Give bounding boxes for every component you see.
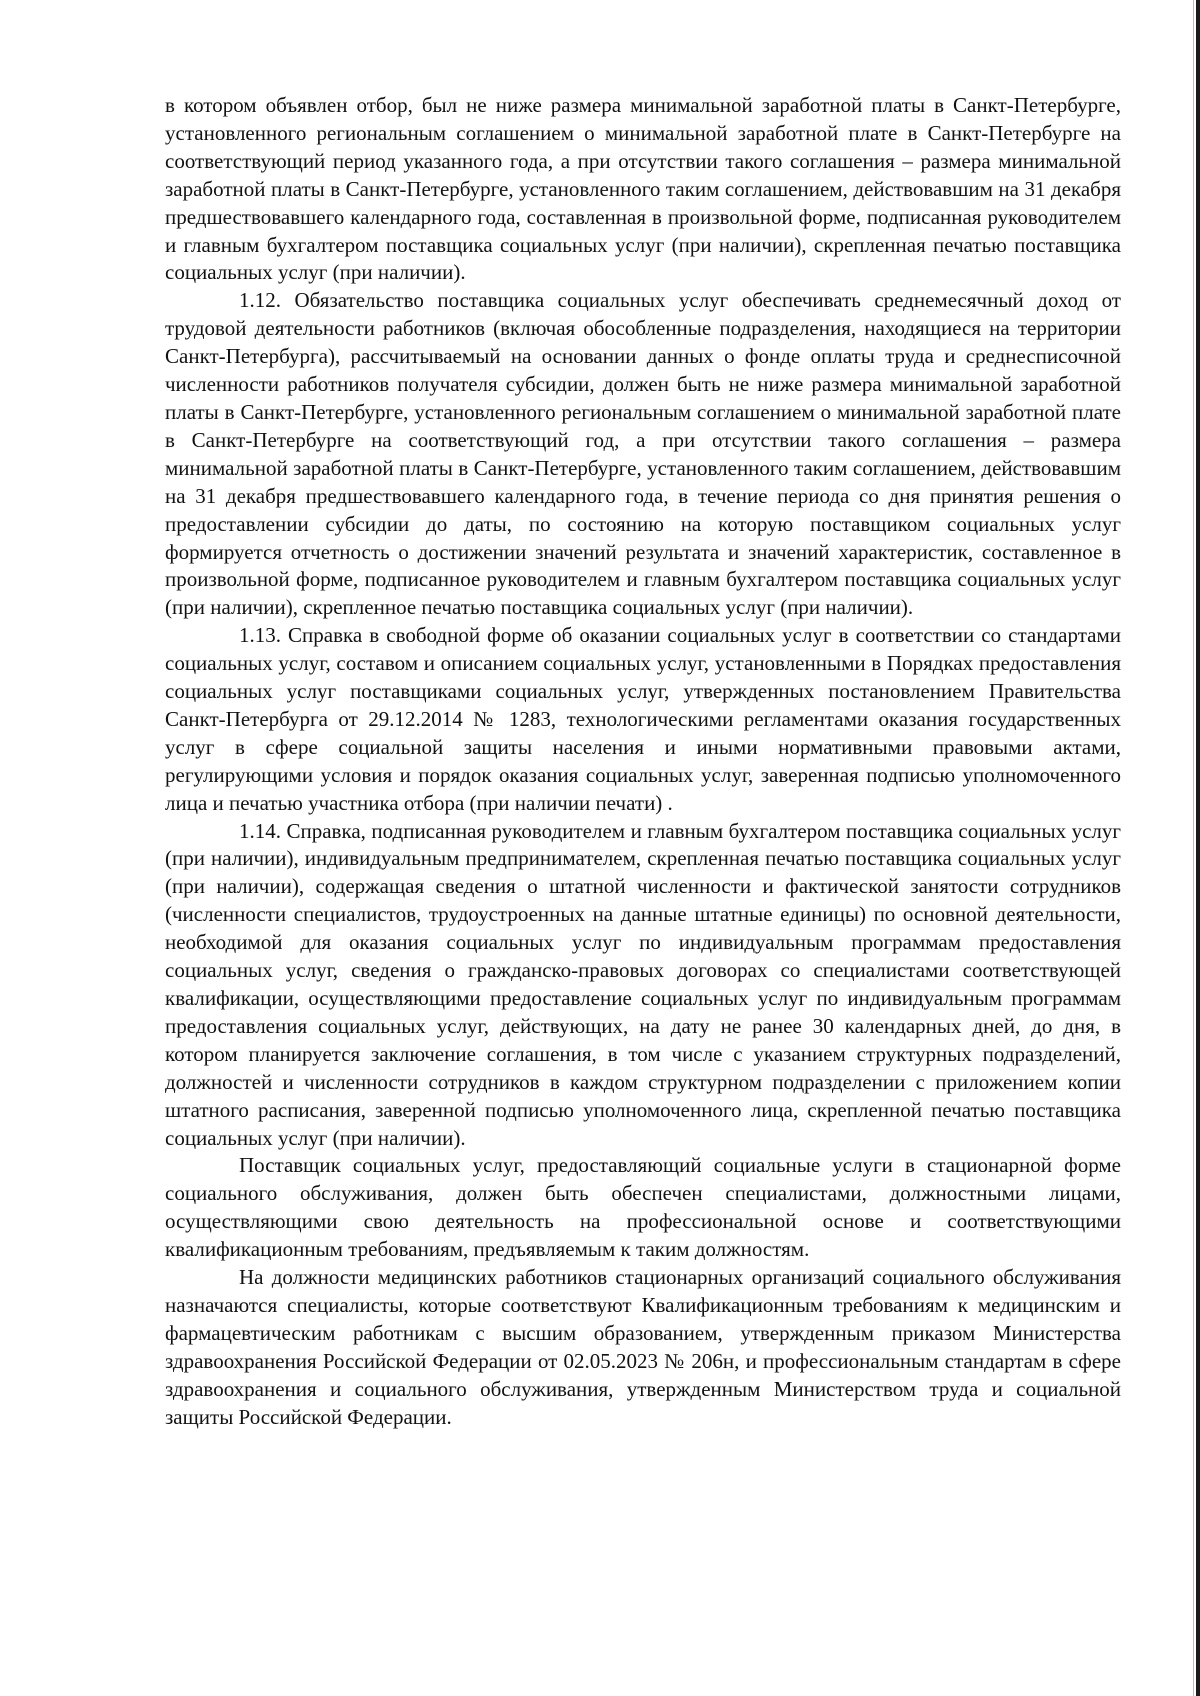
paragraph-medical-staff: На должности медицинских работников стационарных организаций социального обслуживания назначаются специалисты, которые соответствуют Квалификационным требованиям к медицинским и фармацевтическим работникам с высшим образованием, утвержденным приказом Министерства здравоохранения Российской Федерации от 02.05.2023 № 206н, и профессиональным стандартам в сфере здравоохранения и социального обслуживания, утвержденным Министерством труда и социальной защиты Российской Федерации.	[165, 1265, 1121, 1429]
paragraph-1-14: 1.14. Справка, подписанная руководителем и главным бухгалтером поставщика социальных услуг (при наличии), индивидуальным предпринимателем, скрепленная печатью поставщика социальных услуг (при наличии), содержащая сведения о штатной численности и фактической занятости сотрудников (численности специалистов, трудоустроенных на данные штатные единицы) по основной деятельности, необходимой для оказания социальных услуг по индивидуальным программам предоставления социальных услуг, сведения о гражданско-правовых договорах со специалистами соответствующей квалификации, осуществляющими предоставление социальных услуг по индивидуальным программам предоставления социальных услуг, действующих, на дату не ранее 30 календарных дней, до дня, в котором планируется заключение соглашения, в том числе с указанием структурных подразделений, должностей и численности сотрудников в каждом структурном подразделении с приложением копии штатного расписания, заверенной подписью уполномоченного лица, скрепленной печатью поставщика социальных услуг (при наличии).	[165, 818, 1121, 1150]
scan-edge-shadow	[1193, 0, 1194, 1696]
paragraph-staffing-requirement: Поставщик социальных услуг, предоставляющий социальные услуги в стационарной форме социального обслуживания, должен быть обеспечен специалистами, должностными лицами, осуществляющими свою деятельность на профессиональной основе и соответствующими квалификационным требованиям, предъявляемым к таким должностям.	[165, 1153, 1121, 1262]
document-page	[165, 92, 1121, 1432]
paragraph-1-12: 1.12. Обязательство поставщика социальных услуг обеспечивать среднемесячный доход от трудовой деятельности работников (включая обособленные подразделения, находящиеся на территории Санкт-Петербурга), рассчитываемый на основании данных о фонде оплаты труда и среднесписочной численности работников получателя субсидии, должен быть не ниже размера минимальной заработной платы в Санкт-Петербурге, установленного региональным соглашением о минимальной заработной плате в Санкт-Петербурге на соответствующий год, а при отсутствии такого соглашения – размера минимальной заработной платы в Санкт-Петербурге, установленного таким соглашением, действовавшим на 31 декабря предшествовавшего календарного года, в течение периода со дня принятия решения о предоставлении субсидии до даты, по состоянию на которую поставщиком социальных услуг формируется отчетность о достижении значений результата и значений характеристик, составленное в произвольной форме, подписанное руководителем и главным бухгалтером поставщика социальных услуг (при наличии), скрепленное печатью поставщика социальных услуг (при наличии).	[165, 288, 1121, 620]
paragraph-1-13: 1.13. Справка в свободной форме об оказании социальных услуг в соответствии со стандартами социальных услуг, составом и описанием социальных услуг, установленными в Порядках предоставления социальных услуг поставщиками социальных услуг, утвержденных постановлением Правительства Санкт-Петербурга от 29.12.2014 № 1283, технологическими регламентами оказания государственных услуг в сфере социальной защиты населения и иными нормативными правовыми актами, регулирующими условия и порядок оказания социальных услуг, заверенная подписью уполномоченного лица и печатью участника отбора (при наличии печати) .	[165, 623, 1121, 815]
paragraph-continuation: в котором объявлен отбор, был не ниже размера минимальной заработной платы в Санкт-Петербурге, установленного региональным соглашением о минимальной заработной плате в Санкт-Петербурге на соответствующий период указанного года, а при отсутствии такого соглашения – размера минимальной заработной платы в Санкт-Петербурге, установленного таким соглашением, действовавшим на 31 декабря предшествовавшего календарного года, составленная в произвольной форме, подписанная руководителем и главным бухгалтером поставщика социальных услуг (при наличии), скрепленная печатью поставщика социальных услуг (при наличии).	[165, 93, 1121, 285]
scan-edge-border	[1196, 0, 1200, 1696]
